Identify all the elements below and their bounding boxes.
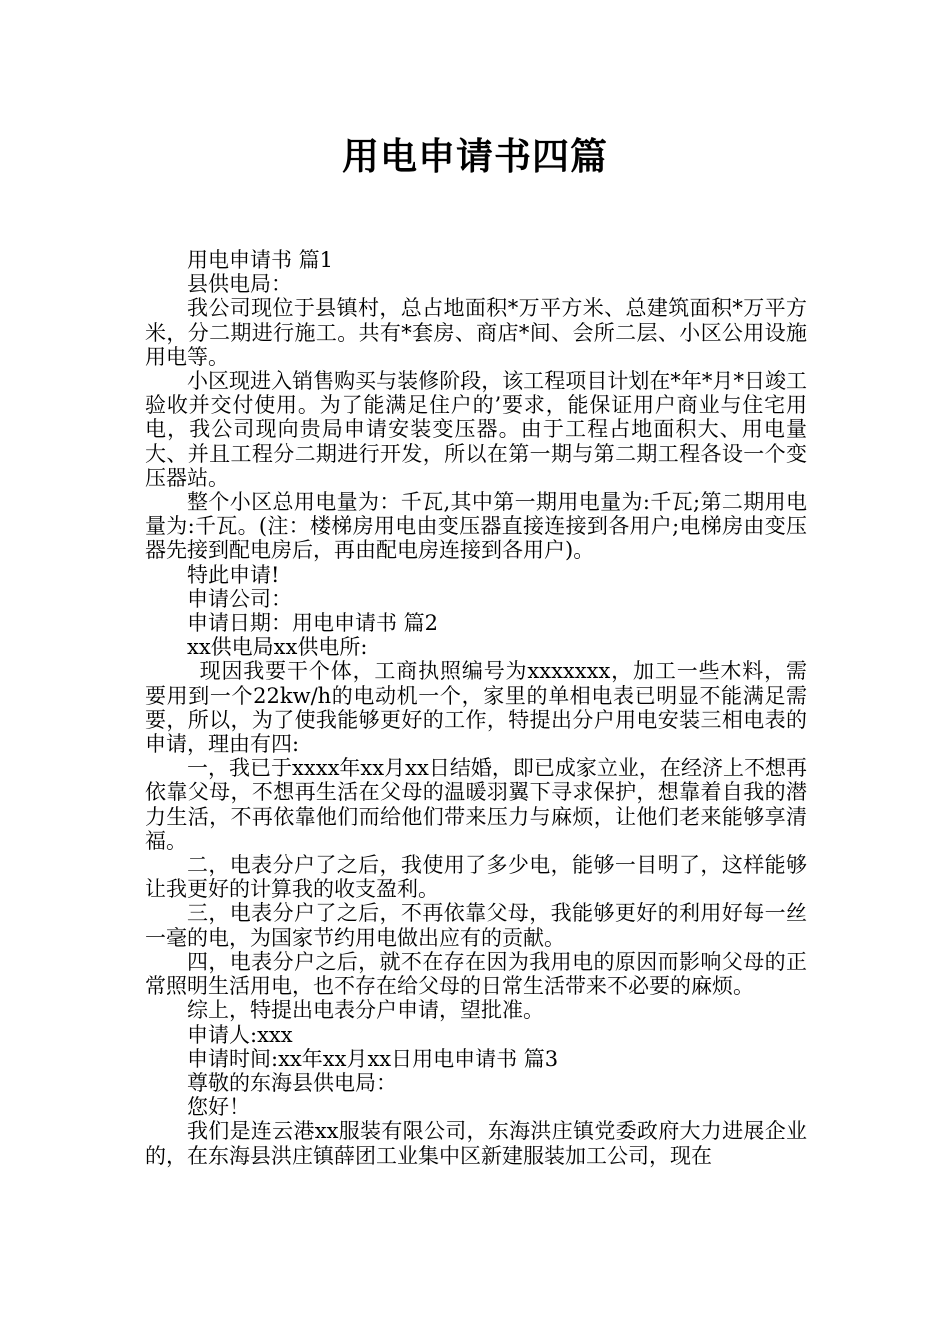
paragraph: 特此申请! [187,562,280,587]
paragraph: 三，电表分户了之后，不再依靠父母，我能够更好的利用好每一丝一毫的电，为国家节约用电做出应有的贡献。 [145,901,807,950]
paragraph: 整个小区总用电量为：千瓦,其中第一期用电量为:千瓦;第二期用电量为:千瓦。(注：楼梯房用电由变压器直接连接到各用户;电梯房由变压器先接到配电房后，再由配电房连接到各用户)。 [145,490,807,563]
paragraph: 用电申请书 篇1 [187,248,334,272]
paragraph: 申请时间:xx年xx月xx日用电申请书 篇3 [187,1046,559,1071]
paragraph: 现因我要干个体，工商执照编号为xxxxxxx，加工一些木料，需要用到一个22kw/h的电动机一个，家里的单相电表已明显不能满足需要，所以，为了使我能够更好的工作，特提出分户用电安装三相电表的申请，理由有四: [145,659,807,757]
paragraph: 县供电局： [187,272,292,297]
paragraph: 综上，特提出电表分户申请，望批准。 [187,998,544,1023]
paragraph: 二，电表分户了之后，我使用了多少电，能够一目明了，这样能够让我更好的计算我的收支盈利。 [145,853,807,902]
paragraph: 我公司现位于县镇村，总占地面积*万平方米、总建筑面积*万平方米，分二期进行施工。共有*套房、商店*间、会所二层、小区公用设施用电等。 [145,296,807,369]
paragraph: 四，电表分户之后，就不在存在因为我用电的原因而影响父母的正常照明生活用电，也不存在给父母的日常生活带来不必要的麻烦。 [145,949,807,999]
paragraph: 尊敬的东海县供电局： [187,1070,397,1095]
paragraph: 一，我已于xxxx年xx月xx日结婚，即已成家立业，在经济上不想再依靠父母，不想再生活在父母的温暖羽翼下寻求保护，想靠着自我的潜力生活，不再依靠他们而给他们带来压力与麻烦，让他们老来能够享清福。 [145,756,807,853]
paragraph: 申请日期：用电申请书 篇2 [187,611,439,636]
paragraph: 小区现进入销售购买与装修阶段，该工程项目计划在*年*月*日竣工验收并交付使用。为了能满足住户的’要求，能保证用户商业与住宅用电，我公司现向贵局申请安装变压器。由于工程占地面积大、用电量大、并且工程分二期进行开发，所以在第一期与第二期工程各设一个变压器站。 [145,369,807,490]
paragraph: xx供电局xx供电所: [187,635,368,660]
document-body [145,248,807,1168]
document-title: 用电申请书四篇 [342,135,608,178]
paragraph: 您好！ [187,1095,250,1120]
paragraph: 申请人:xxx [187,1022,293,1047]
paragraph: 申请公司： [187,586,292,611]
paragraph: 我们是连云港xx服装有限公司，东海洪庄镇党委政府大力进展企业的，在东海县洪庄镇薛团工业集中区新建服装加工公司，现在 [145,1119,807,1168]
